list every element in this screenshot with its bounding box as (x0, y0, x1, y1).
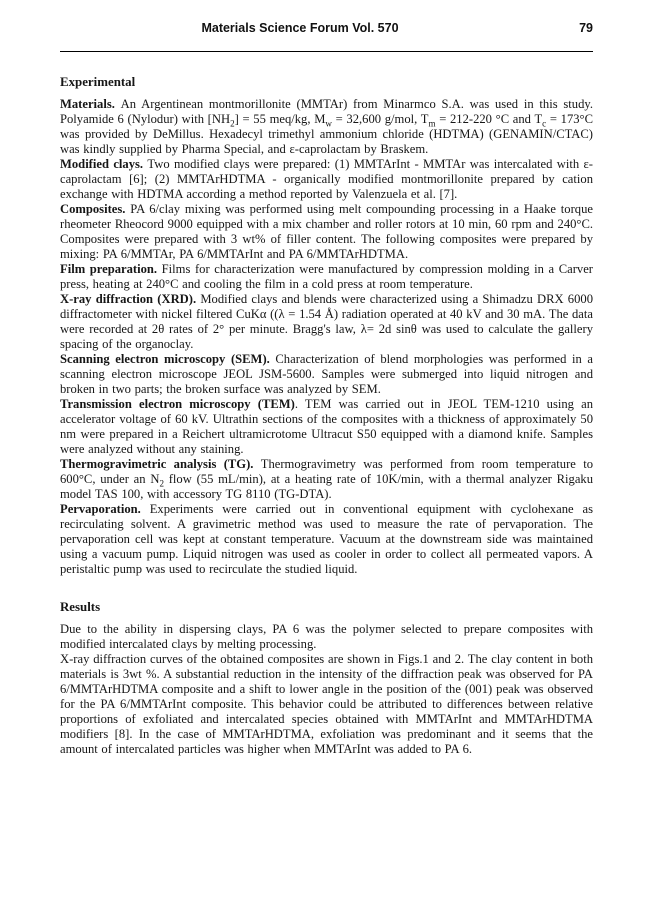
paragraph-lead: Film preparation. (60, 262, 162, 276)
paragraph (60, 397, 593, 457)
document-body (60, 75, 593, 757)
paragraph-text: Experiments were carried out in conventional equipment with cyclohexane as recirculating solvent. A gravimetric method was used to measure the rate of pervaporation. The pervaporation cell was kept at constant temperature. Vacuum at the downstream side was maintained using a vacuum pump. Liquid nitrogen was used as cooler in order to collect all permeated vapors. A peristaltic pump was used to recirculate the studied liquid. (60, 502, 593, 576)
paragraph (60, 457, 593, 502)
paragraph-text: . TEM was carried out in JEOL TEM-1210 using an accelerator voltage of 60 kV. Ultrathin sections of the composites with a thickness of approximately 50 nm were prepared in a Reichert ultramicrotome Ultracut S50 equipped with a diamond knife. Samples were analyzed without any staining. (60, 397, 593, 456)
subscript: w (325, 118, 332, 129)
paragraph-text: Thermogravimetry was performed from room temperature to 600°C, under an N (60, 457, 594, 486)
subscript: 2 (230, 118, 235, 129)
paragraph-text: PA 6/clay mixing was performed using melt compounding processing in a Haake torque rheometer Rheocord 9000 equipped with a mix chamber and roller rotors at 10 min, 60 rpm and 240°C. Composites were prepared with 3 wt% of filler content. The following composites were prepared by mixing: PA 6/MMTAr, PA 6/MMTArInt and PA 6/MMTArHDTMA. (60, 202, 593, 261)
journal-title: Materials Science Forum Vol. 570 (201, 21, 399, 35)
paragraph-text: = 212-220 °C and T (435, 112, 543, 126)
paragraph-text: An Argentinean montmorillonite (MMTAr) from Minarmco S.A. was used in this study. Polyamide 6 (Nylodur) with [NH (60, 97, 593, 126)
paragraph-lead: Pervaporation. (60, 502, 150, 516)
section-paragraphs (60, 622, 593, 757)
header-rule (60, 51, 593, 52)
paragraph-text: X-ray diffraction curves of the obtained composites are shown in Figs.1 and 2. The clay content in both materials is 3wt %. A substantial reduction in the intensity of the diffraction peak was observed for PA 6/MMTArHDTMA composite and a shift to lower angle in the position of the (001) peak was observed for the PA 6/MMTArInt composite. This behavior could be attributed to differences between relative proportions of exfoliated and intercalated species obtained with MMTArInt and MMTArHDTMA modifiers [8]. In the case of MMTArHDTMA, exfoliation was predominant and it seems that the amount of intercalated particles was higher when MMTArInt was added to PA 6. (60, 652, 593, 756)
paragraph (60, 352, 593, 397)
document-section (60, 75, 593, 577)
paragraph-text: Two modified clays were prepared: (1) MMTArInt - MMTAr was intercalated with ε-caprolactam [6]; (2) MMTArHDTMA - organically modified montmorillonite prepared by cation exchange with HDTMA according a method reported by Valenzuela et al. [7]. (60, 157, 594, 201)
paragraph (60, 157, 593, 202)
page-header (60, 21, 593, 36)
paragraph (60, 97, 593, 157)
subscript: m (428, 118, 436, 129)
page-number: 79 (579, 21, 593, 35)
paragraph (60, 652, 593, 757)
paragraph-text: flow (55 mL/min), at a heating rate of 10K/min, with a thermal analyzer Rigaku model TAS 100, with accessory TG 8110 (TG-DTA). (60, 472, 593, 501)
paragraph-lead: Composites. (60, 202, 131, 216)
paragraph-text: Films for characterization were manufactured by compression molding in a Carver press, heating at 240°C and cooling the film in a cold press at room temperature. (60, 262, 594, 291)
paragraph-lead: X-ray diffraction (XRD). (60, 292, 201, 306)
paragraph-text: Due to the ability in dispersing clays, PA 6 was the polymer selected to prepare composites with modified intercalated clays by melting processing. (60, 622, 593, 651)
paragraph-lead: Scanning electron microscopy (SEM). (60, 352, 276, 366)
paragraph-lead: Thermogravimetric analysis (TG). (60, 457, 261, 471)
section-heading: Results (60, 600, 101, 614)
paragraph-text: Characterization of blend morphologies was performed in a scanning electron microscope JEOL JSM-5600. Samples were submerged into liquid nitrogen and broken in two parts; the broken surface was analyzed by SEM. (60, 352, 593, 396)
paragraph-lead: Materials. (60, 97, 121, 111)
paragraph (60, 202, 593, 262)
paragraph (60, 622, 593, 652)
paragraph-text: ] = 55 meq/kg, M (234, 112, 326, 126)
paragraph (60, 292, 593, 352)
paragraph-lead: Modified clays. (60, 157, 148, 171)
paragraph-text: = 32,600 g/mol, T (331, 112, 429, 126)
paragraph-lead: Transmission electron microscopy (TEM) (60, 397, 295, 411)
subscript: c (542, 118, 547, 129)
section-paragraphs (60, 97, 593, 577)
paragraph (60, 262, 593, 292)
paragraph-text: Modified clays and blends were characterized using a Shimadzu DRX 6000 diffractometer with nickel filtered CuKα ((λ = 1.54 Å) radiation operated at 40 kV and 30 mA. The data were recorded at 2θ rates of 2° per minute. Bragg's law, λ= 2d sinθ was used to calculate the gallery spacing of the organoclay. (60, 292, 593, 351)
subscript: 2 (159, 478, 164, 489)
section-heading: Experimental (60, 75, 136, 89)
paragraph-text: = 173°C was provided by DeMillus. Hexadecyl trimethyl ammonium chloride (HDTMA) (GENAMIN/CTAC) was kindly supplied by Pharma Special, and ε-caprolactam by Braskem. (60, 112, 593, 156)
paragraph (60, 502, 593, 577)
document-section (60, 600, 593, 757)
